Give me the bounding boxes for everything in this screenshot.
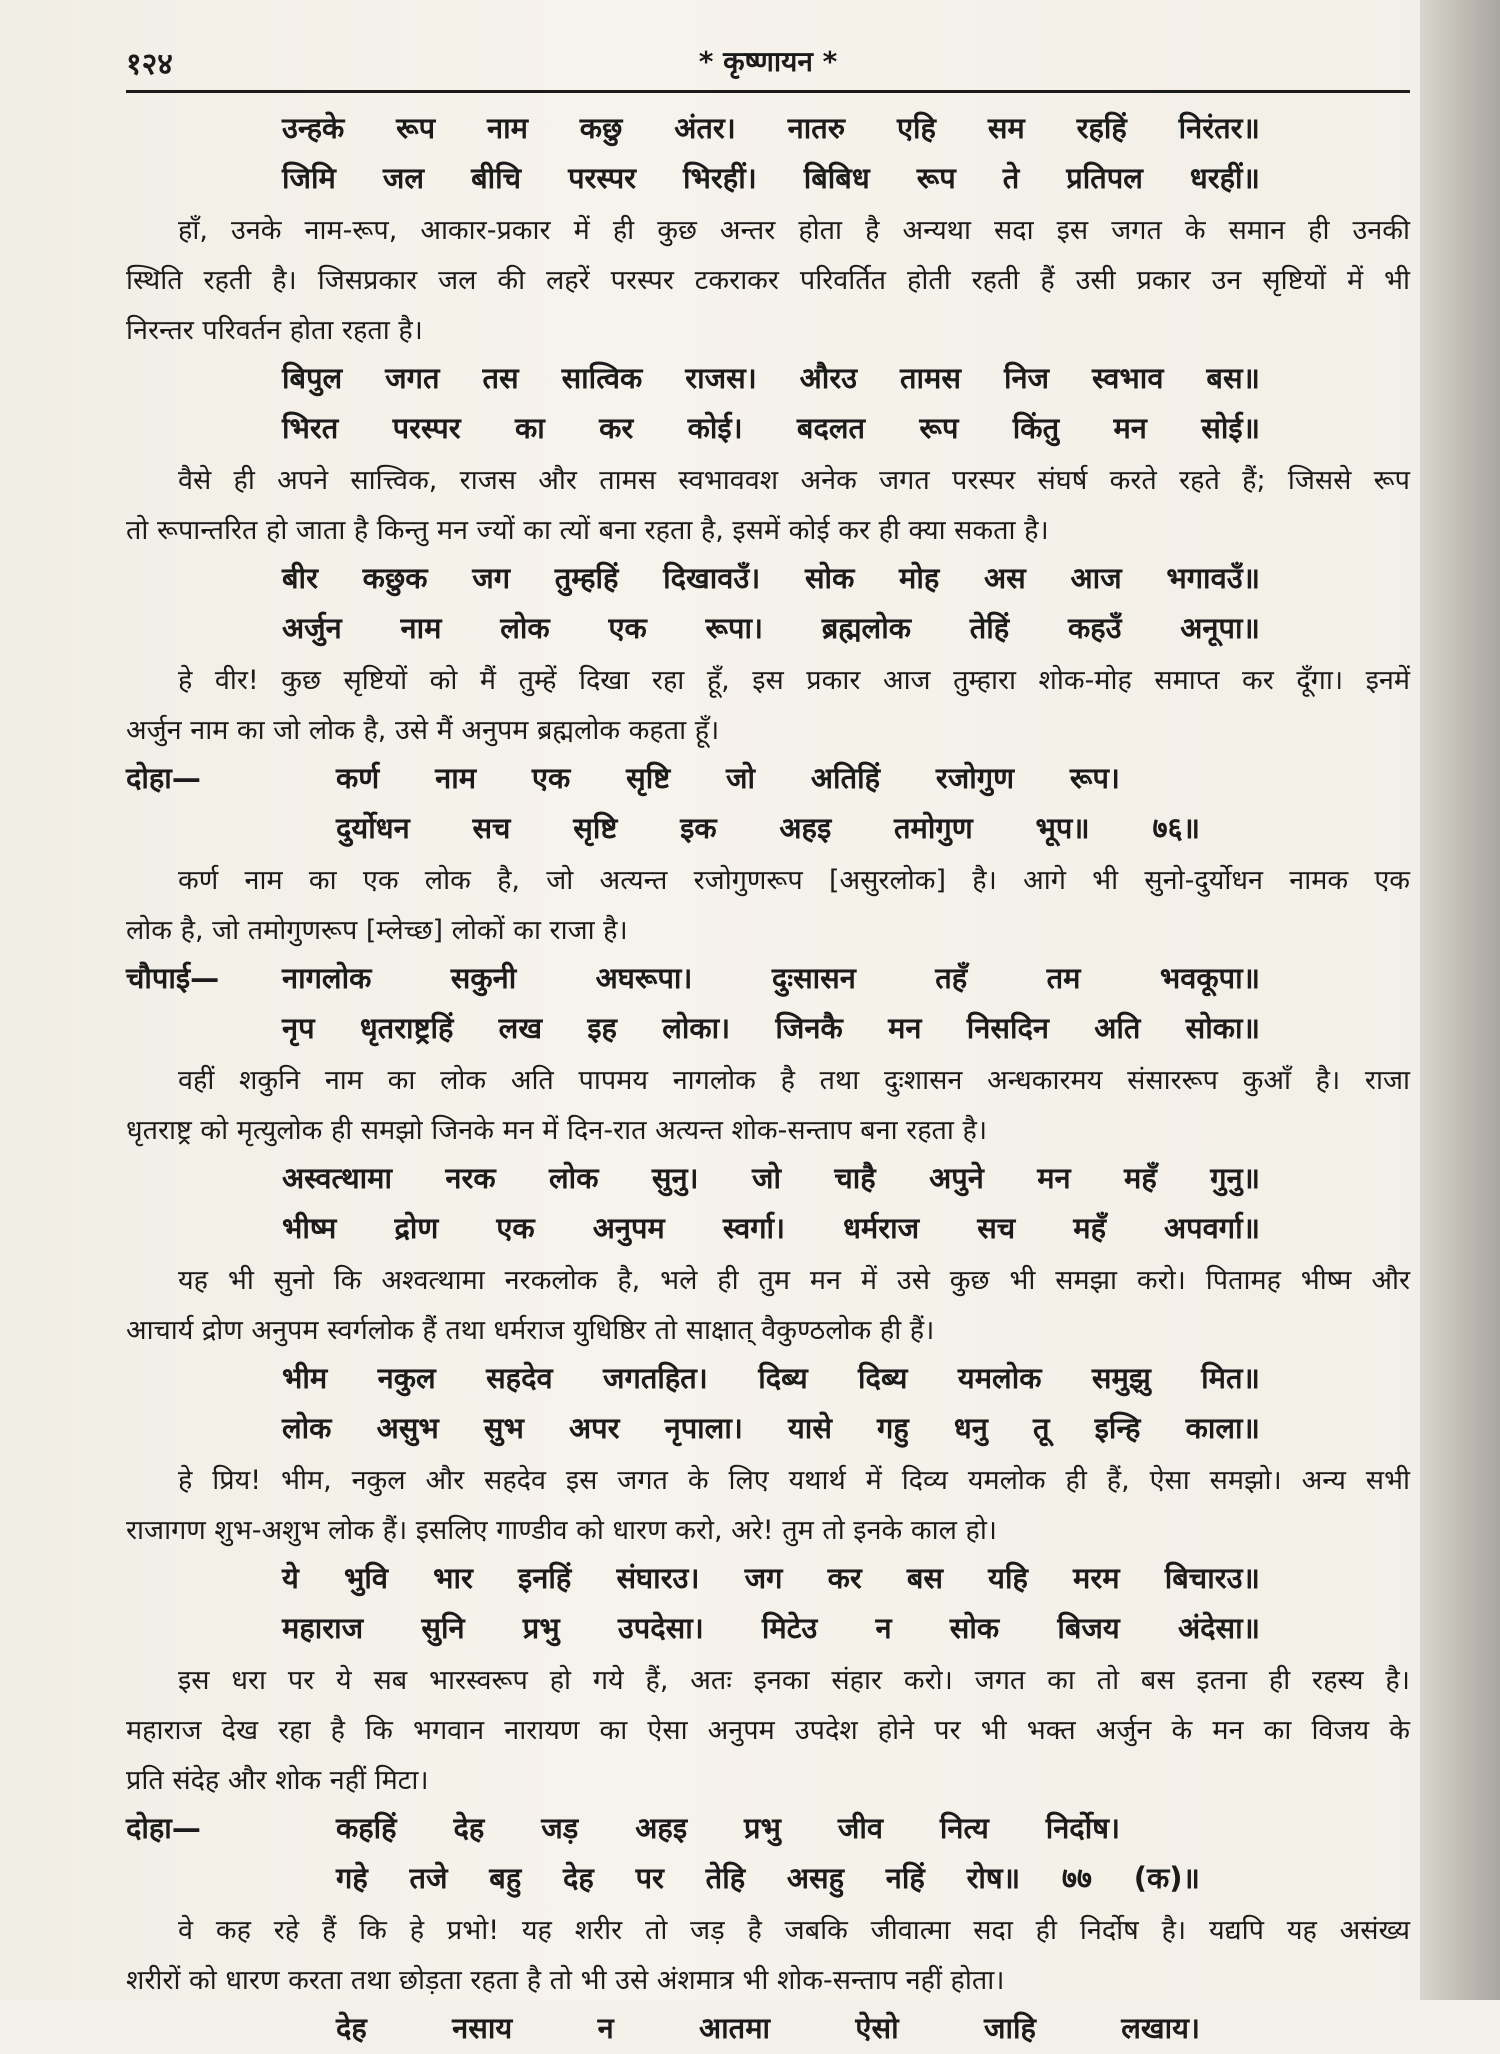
verse-text: भीम नकुल सहदेव जगतहित। दिब्य दिब्य यमलोक समुझु मित॥ [282, 1361, 1260, 1395]
verse-text: महाराज सुनि प्रभु उपदेसा। मिटेउ न सोक बिजय अंदेसा॥ [282, 1611, 1260, 1645]
prose-text: यह भी सुनो कि अश्वत्थामा नरकलोक है, भले ही तुम मन में उसे कुछ भी समझा करो। पितामह भीष्म और [178, 1265, 1410, 1296]
prose-line [126, 904, 1410, 954]
prose-text: वे कह रहे हैं कि हे प्रभो! यह शरीर तो जड़ है जबकि जीवात्मा सदा ही निर्दोष है। यद्यपि यह असंख्य [178, 1915, 1410, 1946]
prose-text: हाँ, उनके नाम-रूप, आकार-प्रकार में ही कुछ अन्तर होता है अन्यथा सदा इस जगत के समान ही उनकी [178, 215, 1410, 246]
verse-line [126, 954, 1410, 1004]
verse-line [126, 154, 1410, 204]
prose-text: कर्ण नाम का एक लोक है, जो अत्यन्त रजोगुणरूप [असुरलोक] है। आगे भी सुनो-दुर्योधन नामक एक [178, 865, 1410, 896]
verse-line [126, 104, 1410, 154]
prose-line [126, 304, 1410, 354]
verse-line [126, 604, 1410, 654]
prose-line [126, 704, 1410, 754]
verse-line [126, 1604, 1410, 1654]
prose-line [126, 254, 1410, 304]
verse-line [126, 1404, 1410, 1454]
verse-text: लोक असुभ सुभ अपर नृपाला। यासे गहु धनु तू इन्हि काला॥ [282, 1411, 1260, 1445]
prose-line [126, 1754, 1410, 1804]
prose-text: लोक है, जो तमोगुणरूप [म्लेच्छ] लोकों का राजा है। [126, 915, 628, 946]
verse-line [126, 2004, 1410, 2054]
prose-line [126, 1104, 1410, 1154]
verse-text: गहे तजे बहु देह पर तेहि असहु नहिं रोष॥ ७७ (क)॥ [336, 1861, 1200, 1895]
verse-text: ये भुवि भार इनहिं संघारउ। जग कर बस यहि मरम बिचारउ॥ [282, 1561, 1260, 1595]
verse-text: अस्वत्थामा नरक लोक सुनु। जो चाहै अपुने मन महँ गुनु॥ [282, 1161, 1260, 1195]
verse-text: उन्हके रूप नाम कछु अंतर। नातरु एहि सम रहहिं निरंतर॥ [282, 111, 1260, 145]
prose-line [126, 1304, 1410, 1354]
verse-text: कहहिं देह जड़ अहइ प्रभु जीव नित्य निर्दोष। [336, 1811, 1120, 1845]
verse-line [126, 1154, 1410, 1204]
prose-text: इस धरा पर ये सब भारस्वरूप हो गये हैं, अतः इनका संहार करो। जगत का तो बस इतना ही रहस्य है। [178, 1665, 1410, 1696]
verse-line [126, 1004, 1410, 1054]
page-body [126, 104, 1410, 2054]
meter-label: चौपाई— [126, 961, 220, 995]
verse-text: भीष्म द्रोण एक अनुपम स्वर्गा। धर्मराज सच महँ अपवर्गा॥ [282, 1211, 1260, 1245]
prose-text: निरन्तर परिवर्तन होता रहता है। [126, 315, 423, 346]
prose-line [126, 854, 1410, 904]
verse-text: अर्जुन नाम लोक एक रूपा। ब्रह्मलोक तेहिं कहउँ अनूपा॥ [282, 611, 1260, 645]
prose-line [126, 1254, 1410, 1304]
prose-text: आचार्य द्रोण अनुपम स्वर्गलोक हैं तथा धर्मराज युधिष्ठिर तो साक्षात् वैकुण्ठलोक ही हैं। [126, 1315, 935, 1346]
verse-text: बीर कछुक जग तुम्हहिं दिखावउँ। सोक मोह अस आज भगावउँ॥ [282, 561, 1260, 595]
prose-line [126, 204, 1410, 254]
page-number: १२४ [126, 47, 173, 82]
prose-line [126, 1054, 1410, 1104]
prose-text: अर्जुन नाम का जो लोक है, उसे मैं अनुपम ब्रह्मलोक कहता हूँ। [126, 715, 720, 746]
verse-line [126, 1804, 1410, 1854]
prose-line [126, 1454, 1410, 1504]
prose-line [126, 1654, 1410, 1704]
prose-text: वहीं शकुनि नाम का लोक अति पापमय नागलोक है तथा दुःशासन अन्धकारमय संसाररूप कुआँ है। राजा [178, 1065, 1410, 1096]
prose-text: हे वीर! कुछ सृष्टियों को मैं तुम्हें दिखा रहा हूँ, इस प्रकार आज तुम्हारा शोक-मोह समाप्त कर दूँगा। इनमें [178, 665, 1410, 696]
verse-text: नागलोक सकुनी अघरूपा। दुःसासन तहँ तम भवकूपा॥ [282, 961, 1260, 995]
verse-line [126, 554, 1410, 604]
verse-line [126, 1554, 1410, 1604]
meter-label: दोहा— [126, 761, 201, 795]
prose-text: महाराज देख रहा है कि भगवान नारायण का ऐसा अनुपम उपदेश होने पर भी भक्त अर्जुन के मन का विजय के [126, 1715, 1410, 1746]
prose-text: वैसे ही अपने सात्त्विक, राजस और तामस स्वभाववश अनेक जगत परस्पर संघर्ष करते रहते हैं; जिससे रूप [178, 465, 1410, 496]
page-header [126, 40, 1410, 93]
verse-line [126, 1354, 1410, 1404]
verse-text: बिपुल जगत तस सात्विक राजस। औरउ तामस निज स्वभाव बस॥ [282, 361, 1260, 395]
running-title: * कृष्णायन * [698, 45, 838, 78]
prose-text: धृतराष्ट्र को मृत्युलोक ही समझो जिनके मन में दिन-रात अत्यन्त शोक-सन्ताप बना रहता है। [126, 1115, 988, 1146]
prose-text: तो रूपान्तरित हो जाता है किन्तु मन ज्यों का त्यों बना रहता है, इसमें कोई कर ही क्या सकता है। [126, 515, 1049, 546]
verse-line [126, 404, 1410, 454]
verse-line [126, 1854, 1410, 1904]
verse-line [126, 1204, 1410, 1254]
prose-line [126, 1904, 1410, 1954]
verse-line [126, 354, 1410, 404]
meter-label: दोहा— [126, 1811, 201, 1845]
verse-text: भिरत परस्पर का कर कोई। बदलत रूप किंतु मन सोई॥ [282, 411, 1260, 445]
prose-line [126, 654, 1410, 704]
verse-text: देह नसाय न आतमा ऐसो जाहि लखाय। [336, 2011, 1200, 2045]
prose-text: प्रति संदेह और शोक नहीं मिटा। [126, 1765, 429, 1796]
prose-text: शरीरों को धारण करता तथा छोड़ता रहता है तो भी उसे अंशमात्र भी शोक-सन्ताप नहीं होता। [126, 1965, 1005, 1996]
prose-line [126, 454, 1410, 504]
verse-text: कर्ण नाम एक सृष्टि जो अतिहिं रजोगुण रूप। [336, 761, 1120, 795]
verse-text: जिमि जल बीचि परस्पर भिरहीं। बिबिध रूप ते प्रतिपल धरहीं॥ [282, 161, 1260, 195]
verse-text: नृप धृतराष्ट्रहिं लख इह लोका। जिनकै मन निसदिन अति सोका॥ [282, 1011, 1260, 1045]
prose-text: राजागण शुभ-अशुभ लोक हैं। इसलिए गाण्डीव को धारण करो, अरे! तुम तो इनके काल हो। [126, 1515, 998, 1546]
prose-line [126, 1704, 1410, 1754]
verse-line [126, 804, 1410, 854]
prose-line [126, 504, 1410, 554]
page-edge-shadow [1420, 0, 1500, 2000]
prose-text: हे प्रिय! भीम, नकुल और सहदेव इस जगत के लिए यथार्थ में दिव्य यमलोक ही हैं, ऐसा समझो। अन्य सभी [178, 1465, 1410, 1496]
prose-line [126, 1504, 1410, 1554]
verse-text: दुर्योधन सच सृष्टि इक अहइ तमोगुण भूप॥ ७६॥ [336, 811, 1200, 845]
prose-text: स्थिति रहती है। जिसप्रकार जल की लहरें परस्पर टकराकर परिवर्तित होती रहती हैं उसी प्रकार उन सृष्टियों में भी [126, 265, 1410, 296]
prose-line [126, 1954, 1410, 2004]
verse-line [126, 754, 1410, 804]
